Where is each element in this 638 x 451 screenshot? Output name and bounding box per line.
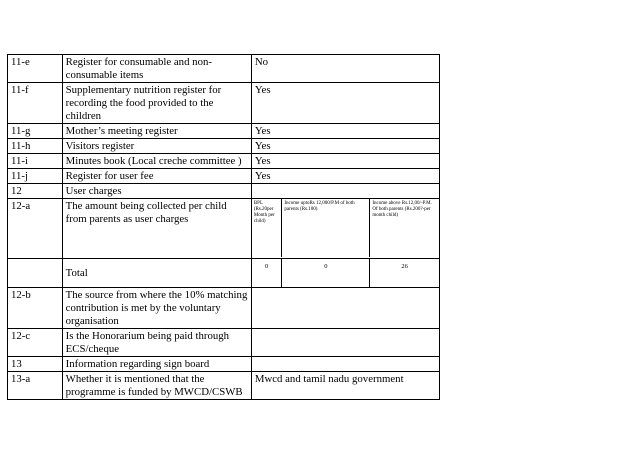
row-value: Yes [251, 169, 439, 184]
bpl-header: BPL (Rs.20per Month per child) [253, 201, 275, 224]
row-value [251, 288, 439, 329]
table-row [8, 124, 440, 139]
row-value [251, 184, 439, 199]
row-value [251, 357, 439, 372]
row-value: Yes [251, 154, 439, 169]
table-row [8, 184, 440, 199]
table-row [8, 329, 440, 357]
total-bpl: 0 [264, 263, 269, 270]
row-description: Whether it is mentioned that the programme is funded by MWCD/CSWB [62, 372, 251, 400]
income-above-header: Income above Rs.12,00/-P.M. Of both parents (Rs.200?-per month child) [370, 199, 439, 257]
row-id: 11-h [8, 139, 63, 154]
row-description: Register for consumable and non-consumable items [62, 55, 251, 83]
row-value: Yes [251, 139, 439, 154]
row-value [251, 329, 439, 357]
total-subtable [252, 259, 439, 287]
row-value: Mwcd and tamil nadu government [251, 372, 439, 400]
row-description: Minutes book (Local creche committee ) [62, 154, 251, 169]
table-row [8, 55, 440, 83]
row-id: 12-b [8, 288, 63, 329]
checklist-table [7, 54, 440, 400]
row-description: The source from where the 10% matching contribution is met by the voluntary organisation [62, 288, 251, 329]
table-row [8, 139, 440, 154]
total-income-upto: 0 [282, 259, 370, 287]
table-row [8, 83, 440, 124]
income-upto-header: Income uptoRs 12,000/P.M of both parents (Rs.100) [282, 199, 370, 257]
row-description: The amount being collected per child from parents as user charges [62, 199, 251, 259]
total-subtable-cell [251, 259, 439, 288]
user-charges-subtable [252, 199, 439, 257]
row-value: Yes [251, 124, 439, 139]
row-id: 11-f [8, 83, 63, 124]
row-id: 11-j [8, 169, 63, 184]
table-row [8, 372, 440, 400]
table-row [8, 357, 440, 372]
row-description: Information regarding sign board [62, 357, 251, 372]
row-description: Supplementary nutrition register for recording the food provided to the children [62, 83, 251, 124]
total-row [8, 259, 440, 288]
row-id: 12-c [8, 329, 63, 357]
table-row [8, 169, 440, 184]
row-description: Visitors register [62, 139, 251, 154]
row-description: User charges [62, 184, 251, 199]
row-id: 13 [8, 357, 63, 372]
row-id: 11-i [8, 154, 63, 169]
total-label: Total [62, 259, 251, 288]
user-charges-row [8, 199, 440, 259]
row-id: 11-g [8, 124, 63, 139]
user-charges-subtable-cell [251, 199, 439, 259]
row-id: 11-e [8, 55, 63, 83]
table-row [8, 288, 440, 329]
row-id: 12-a [8, 199, 63, 259]
row-description: Register for user fee [62, 169, 251, 184]
row-value: Yes [251, 83, 439, 124]
table-row [8, 154, 440, 169]
row-description: Mother’s meeting register [62, 124, 251, 139]
row-description: Is the Honorarium being paid through ECS/cheque [62, 329, 251, 357]
total-income-above: 26 [370, 259, 439, 287]
row-id: 12 [8, 184, 63, 199]
row-value: No [251, 55, 439, 83]
row-id: 13-a [8, 372, 63, 400]
